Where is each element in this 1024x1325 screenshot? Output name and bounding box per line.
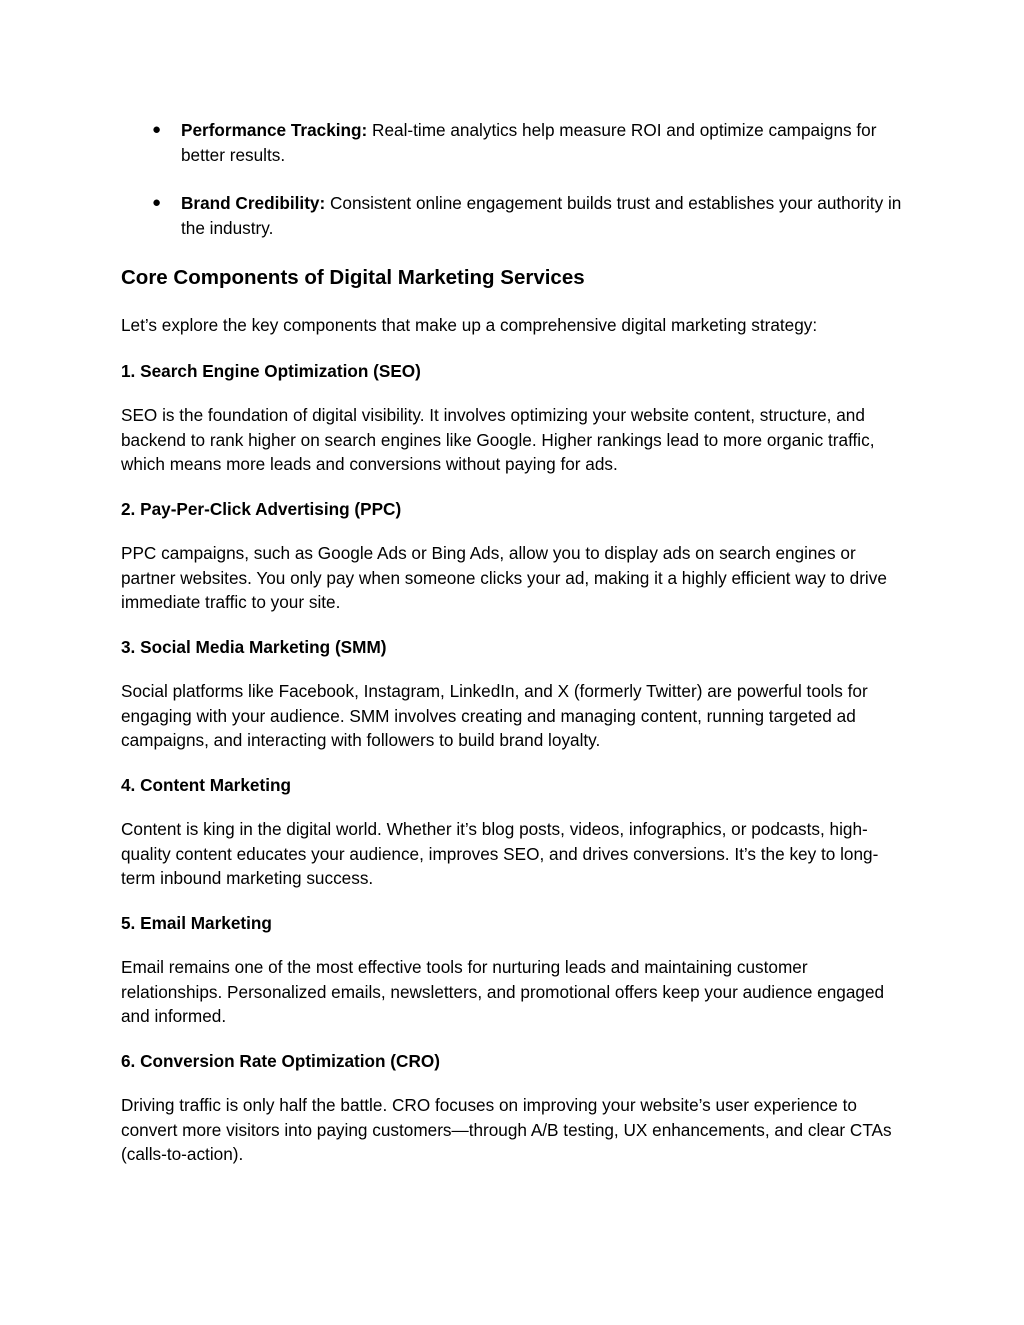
bullet-lead: Brand Credibility: (181, 193, 326, 213)
component-cro (121, 1049, 911, 1167)
bullet-lead: Performance Tracking: (181, 120, 368, 140)
component-body: Email remains one of the most effective tools for nurturing leads and maintaining customer relationships. Personalized emails, newsletters, and promotional offers keep your audience engaged and informed. (121, 957, 885, 1026)
component-email-marketing (121, 911, 911, 1029)
benefits-list (121, 118, 911, 240)
component-content-marketing (121, 773, 911, 891)
bullet-icon: ● (152, 121, 162, 138)
document-page (121, 118, 911, 1187)
section-intro: Let’s explore the key components that make up a comprehensive digital marketing strategy: (121, 315, 818, 335)
bullet-text: Real-time analytics help measure ROI and optimize campaigns for better results. (181, 120, 877, 165)
component-heading: 4. Content Marketing (121, 774, 291, 795)
component-body: Social platforms like Facebook, Instagram, LinkedIn, and X (formerly Twitter) are powerful tools for engaging with your audience. SMM involves creating and managing content, running targeted ad campaigns, and interacting with followers to build brand loyalty. (121, 681, 868, 750)
component-body: Content is king in the digital world. Whether it’s blog posts, videos, infographics, or podcasts, high-quality content educates your audience, improves SEO, and drives conversions. It’s the key to long-term inbound marketing success. (121, 819, 879, 888)
component-heading: 1. Search Engine Optimization (SEO) (121, 360, 421, 381)
component-heading: 3. Social Media Marketing (SMM) (121, 636, 387, 657)
component-body: SEO is the foundation of digital visibility. It involves optimizing your website content, structure, and backend to rank higher on search engines like Google. Higher rankings lead to more organic traffic, which means more leads and conversions without paying for ads. (121, 405, 875, 474)
list-item (121, 191, 911, 240)
bullet-text: Consistent online engagement builds trust and establishes your authority in the industry. (181, 193, 902, 238)
component-heading: 5. Email Marketing (121, 912, 272, 933)
component-ppc (121, 497, 911, 615)
component-seo (121, 359, 911, 477)
component-body: PPC campaigns, such as Google Ads or Bing Ads, allow you to display ads on search engines or partner websites. You only pay when someone clicks your ad, making it a highly efficient way to drive immediate traffic to your site. (121, 543, 887, 612)
bullet-icon: ● (152, 194, 162, 211)
list-item (121, 118, 911, 167)
section-heading: Core Components of Digital Marketing Services (121, 266, 585, 289)
component-heading: 6. Conversion Rate Optimization (CRO) (121, 1050, 440, 1071)
component-body: Driving traffic is only half the battle. CRO focuses on improving your website’s user experience to convert more visitors into paying customers—through A/B testing, UX enhancements, and clear CTAs (calls-to-action). (121, 1095, 892, 1164)
component-smm (121, 635, 911, 753)
component-heading: 2. Pay-Per-Click Advertising (PPC) (121, 498, 402, 519)
